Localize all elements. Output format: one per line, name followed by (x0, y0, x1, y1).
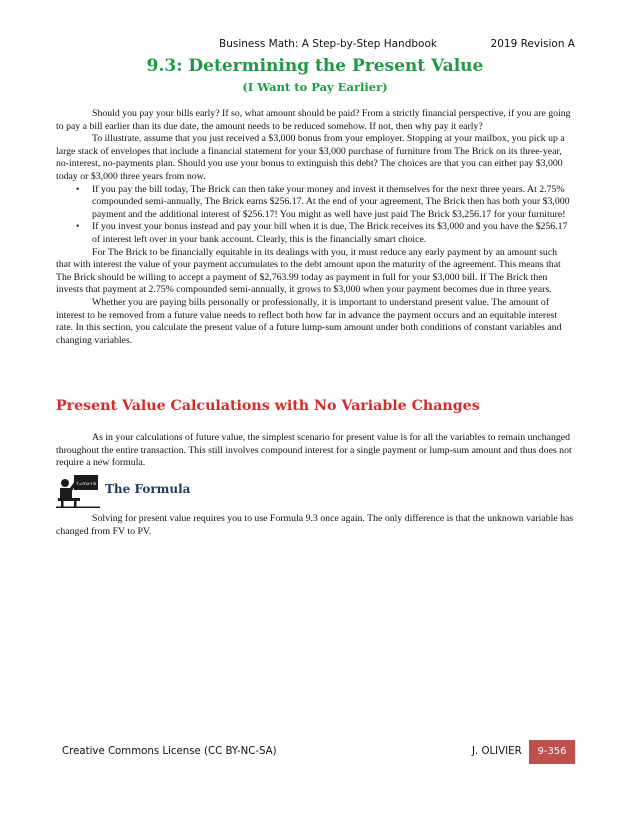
subsection-text (56, 432, 574, 470)
page-number-badge: 9-356 (529, 740, 575, 764)
formula-text (56, 513, 574, 538)
footer-author: J. OLIVIER (472, 746, 522, 757)
bullet-text: If you invest your bonus instead and pay your bill when it is due, The Brick receives its $3,000 and you have the $256.17 of interest left over in your bank account. Clearly, this is the financially smart choice. (92, 221, 568, 245)
intro-paragraph-3: For The Brick to be financially equitable in its dealings with you, it must reduce any early payment by an amount such that with interest the value of your payment accumulates to the debt amount upon the maturity of the agreement. This means that The Brick should be willing to accept a payment of $2,763.99 today as payment in full for your $3,000 bill. If The Brick then invests that payment at 2.75% compounded semi-annually, it grows to $3,000 when your payment becomes due in three years. (56, 246, 561, 296)
intro-paragraph-1: Should you pay your bills early? If so, what amount should be paid? From a strictly financial perspective, if you are going to pay a bill earlier than its due date, the amount needs to be reduced somehow. If not, then why pay it early? (56, 108, 571, 132)
intro-paragraph-4: Whether you are paying bills personally or professionally, it is important to understand present value. The amount of interest to be removed from a future value needs to reflect both how far in advance the payment occurs and an equitable interest rate. In this section, you calculate the present value of a future lump-sum amount under both conditions of constant variables and changing variables. (56, 296, 562, 346)
section-subtitle: (I Want to Pay Earlier) (242, 80, 388, 94)
list-item (56, 221, 574, 246)
intro-bullet-list (56, 184, 574, 247)
bullet-icon: • (76, 221, 80, 233)
board-text: Y=mx+b (75, 482, 97, 487)
teacher-at-board-icon (56, 474, 100, 508)
subsection-paragraph: As in your calculations of future value, the simplest scenario for present value is for all the variables to remain unchanged throughout the entire transaction. This still involves compound interest for a single payment or lump-sum amount and thus does not require a new formula. (56, 432, 572, 469)
list-item (56, 184, 574, 222)
footer-license: Creative Commons License (CC BY-NC-SA) (62, 746, 277, 757)
subsection-heading: Present Value Calculations with No Variable Changes (56, 398, 480, 414)
intro-text (56, 108, 574, 347)
formula-heading: The Formula (105, 482, 191, 496)
bullet-text: If you pay the bill today, The Brick can then take your money and invest it themselves for the next three years. At 2.75% compounded semi-annually, The Brick earns $256.17. At the end of your agreement, The Brick then has both your $3,000 payment and the additional interest of $256.17! You might as well have just paid The Brick $3,256.17 for your furniture! (92, 183, 570, 220)
intro-paragraph-2: To illustrate, assume that you just received a $3,000 bonus from your employer. Stopping at your mailbox, you pick up a large stack of envelopes that include a financial statement for your $3,000 purchase of furniture from The Brick on its three-year, no-interest, no-payments plan. Should you use your bonus to extinguish this debt? The choices are that you can either pay $3,000 today or $3,000 three years from now. (56, 133, 565, 182)
section-title: 9.3: Determining the Present Value (146, 56, 484, 76)
bullet-icon: • (76, 183, 80, 195)
running-header-book-title: Business Math: A Step-by-Step Handbook (219, 38, 437, 50)
formula-paragraph: Solving for present value requires you to use Formula 9.3 once again. The only difference is that the unknown variable has changed from FV to PV. (56, 513, 574, 537)
running-header-revision: 2019 Revision A (490, 38, 575, 50)
